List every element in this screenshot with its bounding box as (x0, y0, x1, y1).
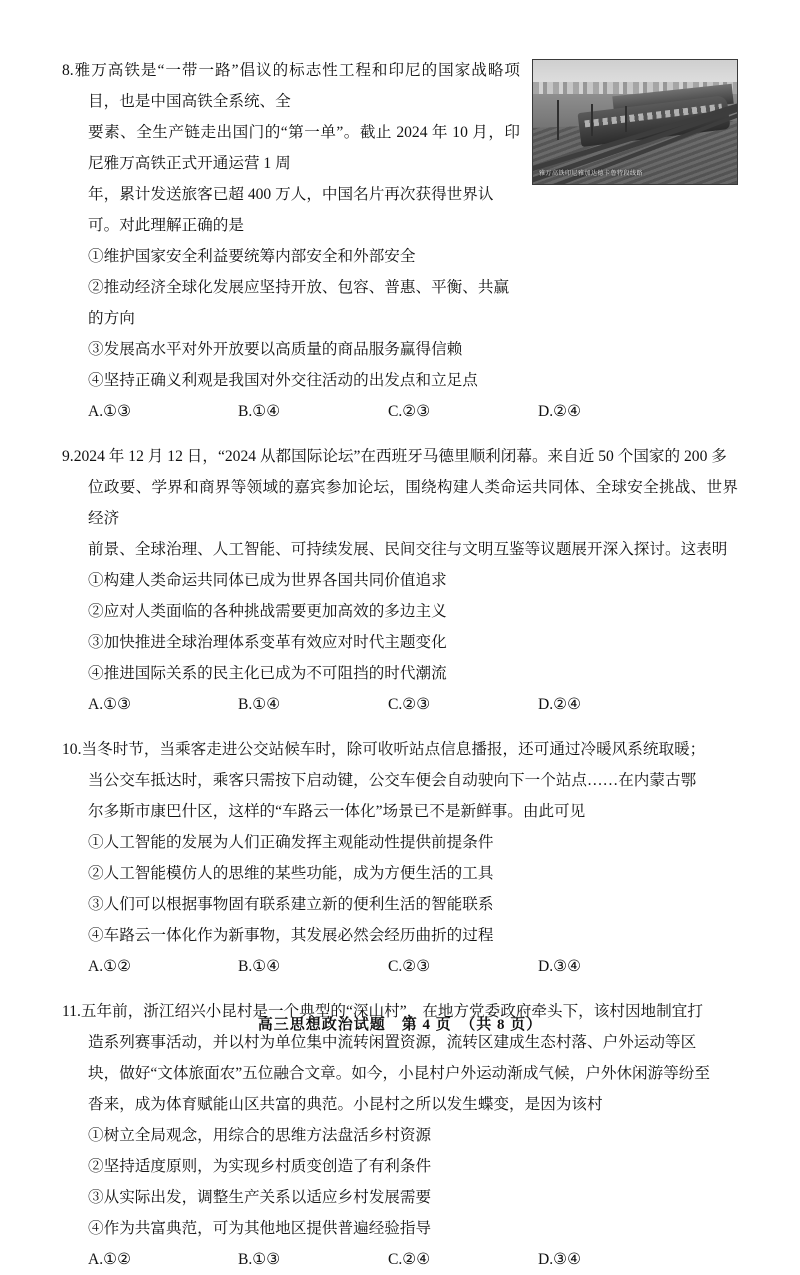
question-10-option-1[interactable]: ①人工智能的发展为人们正确发挥主观能动性提供前提条件 (88, 834, 494, 851)
question-11-answer-c[interactable]: C.②④ (388, 1251, 431, 1268)
question-11-answers (62, 1244, 738, 1275)
question-10-option-4[interactable]: ④车路云一体化作为新事物，其发展必然会经历曲折的过程 (88, 927, 494, 944)
question-11-stem-line-2: 造系列赛事活动，并以村为单位集中流转闲置资源，流转区建成生态村落、户外运动等区 (88, 1034, 697, 1051)
question-10 (62, 734, 738, 982)
question-11-option-3[interactable]: ③从实际出发，调整生产关系以适应乡村发展需要 (88, 1189, 432, 1206)
photo-pole-2 (591, 104, 593, 136)
question-11 (62, 996, 738, 1275)
question-11-option-2[interactable]: ②坚持适度原则，为实现乡村质变创造了有利条件 (88, 1158, 432, 1175)
train-photo (532, 59, 738, 185)
question-9-option-3[interactable]: ③加快推进全球治理体系变革有效应对时代主题变化 (88, 634, 447, 651)
question-11-answer-d[interactable]: D.③④ (538, 1251, 582, 1268)
question-9-stem-line-3: 前景、全球治理、人工智能、可持续发展、民间交往与文明互鉴等议题展开深入探讨。这表明 (88, 541, 728, 558)
photo-pole-3 (625, 106, 627, 132)
question-9-option-2[interactable]: ②应对人类面临的各种挑战需要更加高效的多边主义 (88, 603, 447, 620)
question-9-stem-line-1: 9.2024 年 12 月 12 日，“2024 从都国际论坛”在西班牙马德里顺利闭幕。来自近 50 个国家的 200 多 (62, 448, 727, 465)
question-9-number: 9. (62, 448, 74, 465)
question-8-stem-line-2: 要素、全生产链走出国门的“第一单”。截止 2024 年 10 月，印尼雅万高铁正式开通运营 1 周 (88, 124, 520, 172)
question-8-answer-d[interactable]: D.②④ (538, 403, 582, 420)
question-8-option-2-cont: 的方向 (88, 310, 135, 327)
question-9-answer-a[interactable]: A.①③ (88, 696, 132, 713)
question-9-answer-b[interactable]: B.①④ (238, 696, 281, 713)
question-9-option-4[interactable]: ④推进国际关系的民主化已成为不可阻挡的时代潮流 (88, 665, 447, 682)
question-11-stem-line-4: 沓来，成为体育赋能山区共富的典范。小昆村之所以发生蝶变，是因为该村 (88, 1096, 603, 1113)
question-11-stem-line-1: 11.五年前，浙江绍兴小昆村是一个典型的“深山村”，在地方党委政府牵头下，该村因地制宜打 (62, 1003, 703, 1020)
question-9-answer-d[interactable]: D.②④ (538, 696, 582, 713)
question-11-number: 11. (62, 1003, 81, 1020)
question-8-number: 8. (62, 62, 74, 79)
question-10-answer-c[interactable]: C.②③ (388, 958, 431, 975)
question-10-option-3[interactable]: ③人们可以根据事物固有联系建立新的便利生活的智能联系 (88, 896, 494, 913)
question-8-stem-line-3: 年，累计发送旅客已超 400 万人，中国名片再次获得世界认 (88, 186, 494, 203)
question-11-answer-a[interactable]: A.①② (88, 1251, 132, 1268)
question-8 (62, 55, 738, 427)
question-10-stem-line-2: 当公交车抵达时，乘客只需按下启动键，公交车便会自动驶向下一个站点……在内蒙古鄂 (88, 772, 697, 789)
photo-caption: 雅万高铁印尼雅加达德卡鲁特段线路 (539, 170, 644, 177)
question-8-option-1[interactable]: ①维护国家安全利益要统筹内部安全和外部安全 (88, 248, 416, 265)
question-9-option-1[interactable]: ①构建人类命运共同体已成为世界各国共同价值追求 (88, 572, 447, 589)
question-8-option-2[interactable]: ②推动经济全球化发展应坚持开放、包容、普惠、平衡、共赢 (88, 279, 510, 296)
question-10-answer-b[interactable]: B.①④ (238, 958, 281, 975)
question-8-answer-b[interactable]: B.①④ (238, 403, 281, 420)
question-10-answers (62, 951, 738, 982)
question-8-option-4[interactable]: ④坚持正确义利观是我国对外交往活动的出发点和立足点 (88, 372, 478, 389)
question-8-stem-line-1: 8.雅万高铁是“一带一路”倡议的标志性工程和印尼的国家战略项目，也是中国高铁全系统、全 (62, 62, 520, 110)
question-11-option-1[interactable]: ①树立全局观念，用综合的思维方法盘活乡村资源 (88, 1127, 432, 1144)
question-8-option-3[interactable]: ③发展高水平对外开放要以高质量的商品服务赢得信赖 (88, 341, 463, 358)
question-10-answer-a[interactable]: A.①② (88, 958, 132, 975)
question-8-answers (62, 396, 738, 427)
question-10-stem-line-1: 10.当冬时节，当乘客走进公交站候车时，除可收听站点信息播报，还可通过冷暖风系统取暖； (62, 741, 706, 758)
page-footer: 高三思想政治试题 第 4 页 （共 8 页） (257, 1017, 543, 1033)
question-10-stem-line-3: 尔多斯市康巴什区，这样的“车路云一体化”场景已不是新鲜事。由此可见 (88, 803, 586, 820)
question-11-option-4[interactable]: ④作为共富典范，可为其他地区提供普遍经验指导 (88, 1220, 432, 1237)
question-9-answer-c[interactable]: C.②③ (388, 696, 431, 713)
question-10-answer-d[interactable]: D.③④ (538, 958, 582, 975)
question-10-number: 10. (62, 741, 82, 758)
question-11-answer-b[interactable]: B.①③ (238, 1251, 281, 1268)
question-10-option-2[interactable]: ②人工智能模仿人的思维的某些功能，成为方便生活的工具 (88, 865, 494, 882)
question-9-answers (62, 689, 738, 720)
question-8-answer-c[interactable]: C.②③ (388, 403, 431, 420)
question-8-answer-a[interactable]: A.①③ (88, 403, 132, 420)
question-9 (62, 441, 738, 720)
photo-pole-1 (557, 100, 559, 140)
question-11-stem-line-3: 块，做好“文体旅面农”五位融合文章。如今，小昆村户外运动渐成气候，户外休闲游等纷至 (88, 1065, 710, 1082)
question-8-stem-line-4: 可。对此理解正确的是 (88, 217, 244, 234)
question-9-stem-line-2: 位政要、学界和商界等领域的嘉宾参加论坛，围绕构建人类命运共同体、全球安全挑战、世界经济 (88, 479, 738, 527)
